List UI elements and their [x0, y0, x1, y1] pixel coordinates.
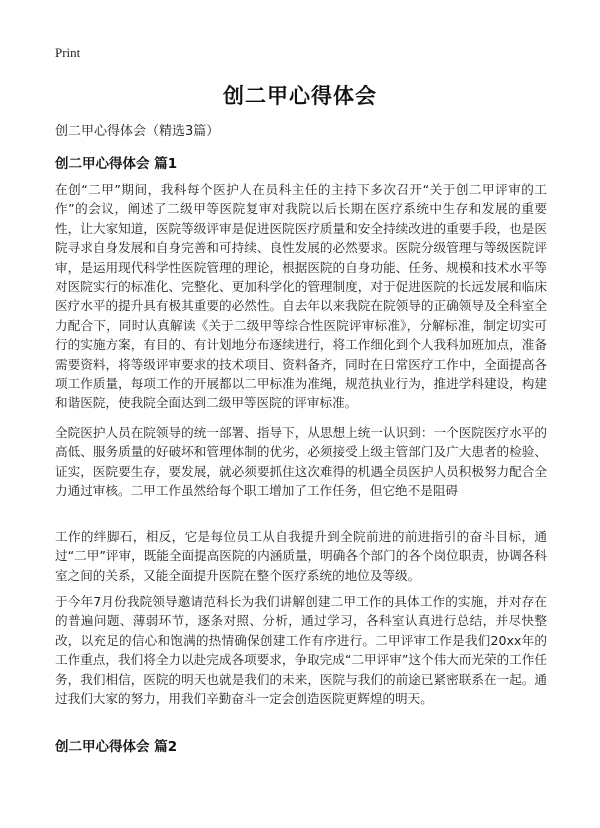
- paragraph-2: 全院医护人员在院领导的统一部署、指导下，从思想上统一认识到：一个医院医疗水平的高低、服务质量的好破坏和管理体制的优劣，必须接受上级主管部门及广大患者的检验、证实，医院要生存，要发展，就必须要抓住这次难得的机遇全员医护人员积极努力配合全力通过审核。二甲工作虽然给每个职工增加了工作任务，但它绝不是阻碍: [55, 425, 547, 499]
- paragraph-1: 在创“二甲”期间，我科每个医护人在员科主任的主持下多次召开“关于创二甲评审的工作”的会议，阐述了二级甲等医院复审对我院以后长期在医疗系统中生存和发展的重要性，让大家知道，医院等级评审是促进医院医疗质量和安全持续改进的重要手段，也是医院寻求自身发展和自身完善和可持续、良性发展的必然要求。医院分级管理与等级医院评审，是运用现代科学性医院管理的理论，根据医院的自身功能、任务、规模和技术水平等对医院实行的标准化、完整化、更加科学化的管理制度，对于促进医院的长远发展和临床医疗水平的提升具有极其重要的必然性。自去年以来我院在院领导的正确领导及全科室全力配合下，同时认真解读《关于二级甲等综合性医院评审标准》，分解标准，制定切实可行的实施方案，有目的、有计划地分布逐续进行，将工作细化到个人我科加班加点，准备需要资料，将等级评审要求的技术项目、资料备齐，同时在日常医疗工作中，全面提高各项工作质量，每项工作的开展都以二甲标准为准绳，规范执业行为，推进学科建设，构建和谐医院，使我院全面达到二级甲等医院的评审标准。: [55, 182, 547, 411]
- document-subtitle: 创二甲心得体会（精选3篇）: [55, 124, 220, 139]
- section-heading-1: 创二甲心得体会 篇1: [55, 156, 178, 172]
- paragraph-4: 于今年7月份我院领导邀请范科长为我们讲解创建二甲工作的具体工作的实施，并对存在的普遍问题、薄弱环节，逐条对照、分析，通过学习，各科室认真进行总结，并尽快整改，以充足的信心和饱满的热情确保创建工作有序进行。二甲评审工作是我们20xx年的工作重点，我们将全力以赴完成各项要求，争取完成“二甲评审”这个伟大而光荣的工作任务，我们相信，医院的明天也就是我们的未来，医院与我们的前途已紧密联系在一起。通过我们大家的努力，用我们辛勤奋斗一定会创造医院更辉煌的明天。: [55, 594, 547, 707]
- page-title: 创二甲心得体会: [223, 84, 377, 108]
- print-link[interactable]: Print: [55, 45, 81, 60]
- section-heading-2: 创二甲心得体会 篇2: [55, 739, 178, 755]
- paragraph-3: 工作的绊脚石，相反，它是每位员工从自我提升到全院前进的前进指引的奋斗目标，通过“二甲”评审，既能全面提高医院的内涵质量，明确各个部门的各个岗位职责，协调各科室之间的关系，又能全面提升医院在整个医疗系统的地位及等级。: [55, 529, 547, 583]
